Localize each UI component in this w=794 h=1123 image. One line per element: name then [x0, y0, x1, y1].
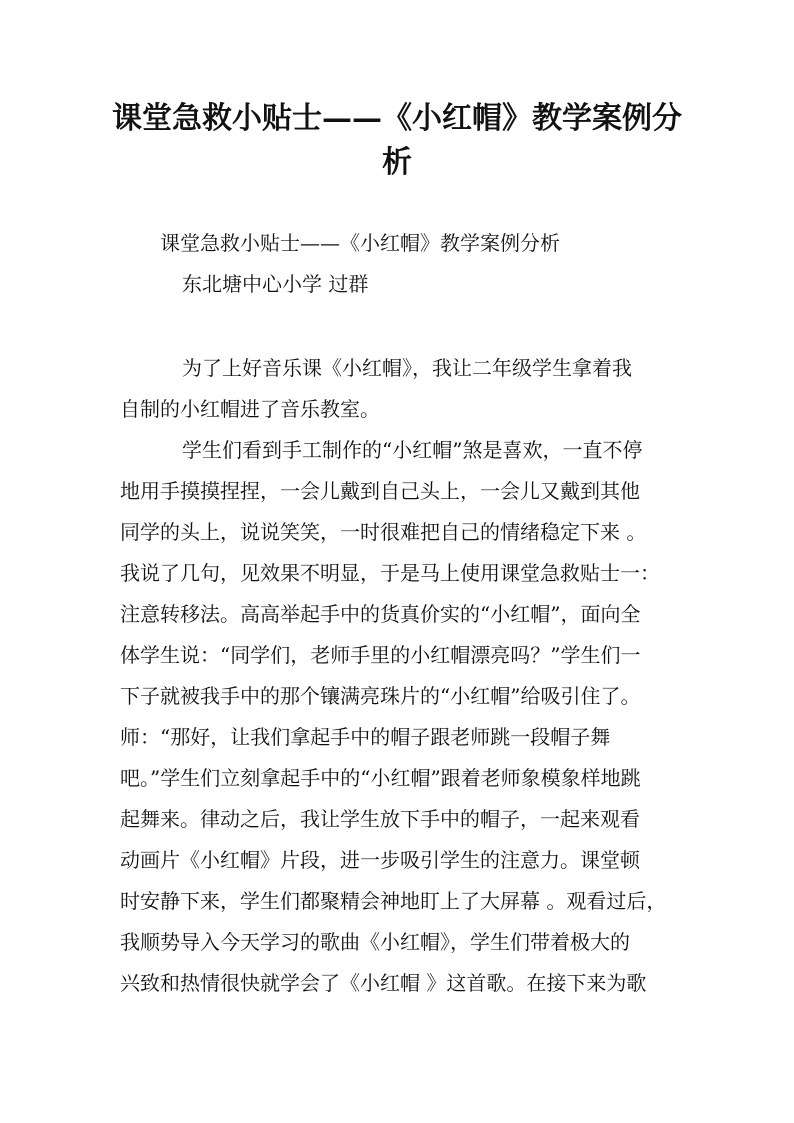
- body-line: 我顺势导入今天学习的歌曲《小红帽》，学生们带着极大的: [120, 930, 630, 954]
- body-line: 时安静下来，学生们都聚精会神地盯上了大屏幕 。观看过后，: [120, 889, 667, 913]
- author-line: 东北塘中心小学 过群: [182, 272, 369, 296]
- body-line: 同学的头上，说说笑笑，一时很难把自己的情绪稳定下来 。: [120, 520, 647, 544]
- body-line: 体学生说：“同学们，老师手里的小红帽漂亮吗？”学生们一: [120, 643, 641, 667]
- body-line: 我说了几句，见效果不明显，于是马上使用课堂急救贴士一：: [120, 561, 660, 585]
- body-line: 下子就被我手中的那个镶满亮珠片的“小红帽”给吸引住了。: [120, 684, 641, 708]
- body-line: 吧。”学生们立刻拿起手中的“小红帽”跟着老师象模象样地跳: [120, 766, 641, 790]
- body-line: 自制的小红帽进了音乐教室。: [120, 397, 380, 421]
- document-title-line-2: 析: [382, 145, 412, 180]
- document-subtitle: 课堂急救小贴士——《小红帽》教学案例分析: [160, 231, 560, 255]
- body-line: 动画片《小红帽》片段，进一步吸引学生的注意力。课堂顿: [120, 848, 640, 872]
- body-line: 为了上好音乐课《小红帽》，我让二年级学生拿着我: [182, 356, 632, 380]
- body-line: 地用手摸摸捏捏，一会儿戴到自己头上，一会儿又戴到其他: [120, 479, 640, 503]
- body-line: 学生们看到手工制作的“小红帽”煞是喜欢，一直不停: [182, 438, 643, 462]
- body-line: 注意转移法。高高举起手中的货真价实的“小红帽”，面向全: [120, 602, 641, 626]
- body-line: 起舞来。律动之后，我让学生放下手中的帽子，一起来观看: [120, 807, 640, 831]
- document-title-line-1: 课堂急救小贴士——《小红帽》教学案例分: [112, 101, 682, 136]
- body-line: 师：“那好，让我们拿起手中的帽子跟老师跳一段帽子舞: [120, 725, 611, 749]
- body-line: 兴致和热情很快就学会了《小红帽 》这首歌。在接下来为歌: [120, 971, 647, 995]
